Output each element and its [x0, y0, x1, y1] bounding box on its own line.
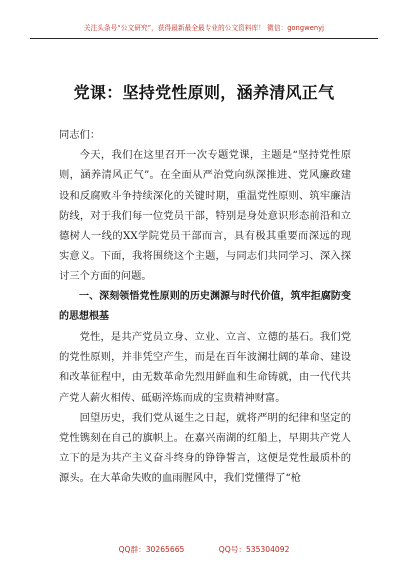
body-paragraph: 回望历史，我们党从诞生之日起，就将严明的纪律和坚定的党性镌刻在自己的旗帜上。在嘉兴南湖的红船上，早期共产党人立下的是为共产主义奋斗终身的铮铮誓言，这便是党性最质朴的源头。在大革命失败的血雨腥风中，我们党懂得了“枪 [59, 411, 351, 485]
salutation: 同志们： [59, 129, 101, 141]
footer-qq-group: QQ群：30265665 [118, 545, 185, 554]
header-note: 关注头条号“公文研究”，获得最新最全最专业的公文资料库！ 微信：gongwenyj [83, 24, 325, 32]
footer-qq-number: QQ号：535304092 [218, 545, 290, 554]
section-heading: 一、深刻领悟党性原则的历史渊源与时代价值，筑牢拒腐防变的思想根基 [59, 290, 351, 322]
body-paragraph: 今天，我们在这里召开一次专题党课，主题是“坚持党性原则，涵养清风正气”。在全面从严治党向纵深推进、党风廉政建设和反腐败斗争持续深化的关键时期，重温党性原则、筑牢廉洁防线，对于我们每一位党员干部，特别是身处意识形态前沿和立德树人一线的XX学院党员干部而言，具有极其重要而深远的现实意义。下面，我将围绕这个主题，与同志们共同学习、深入探讨三个方面的问题。 [59, 149, 351, 283]
body-paragraph: 党性，是共产党员立身、立业、立言、立德的基石。我们党的党性原则，并非凭空产生，而是在百年波澜壮阔的革命、建设和改革征程中，由无数革命先烈用鲜血和生命铸就，由一代代共产党人薪火相传、砥砺淬炼而成的宝贵精神财富。 [59, 331, 351, 404]
document-title: 党课：坚持党性原则，涵养清风正气 [73, 83, 335, 102]
footer-contact [0, 544, 408, 555]
header-divider [30, 38, 378, 39]
document-body [59, 125, 351, 489]
